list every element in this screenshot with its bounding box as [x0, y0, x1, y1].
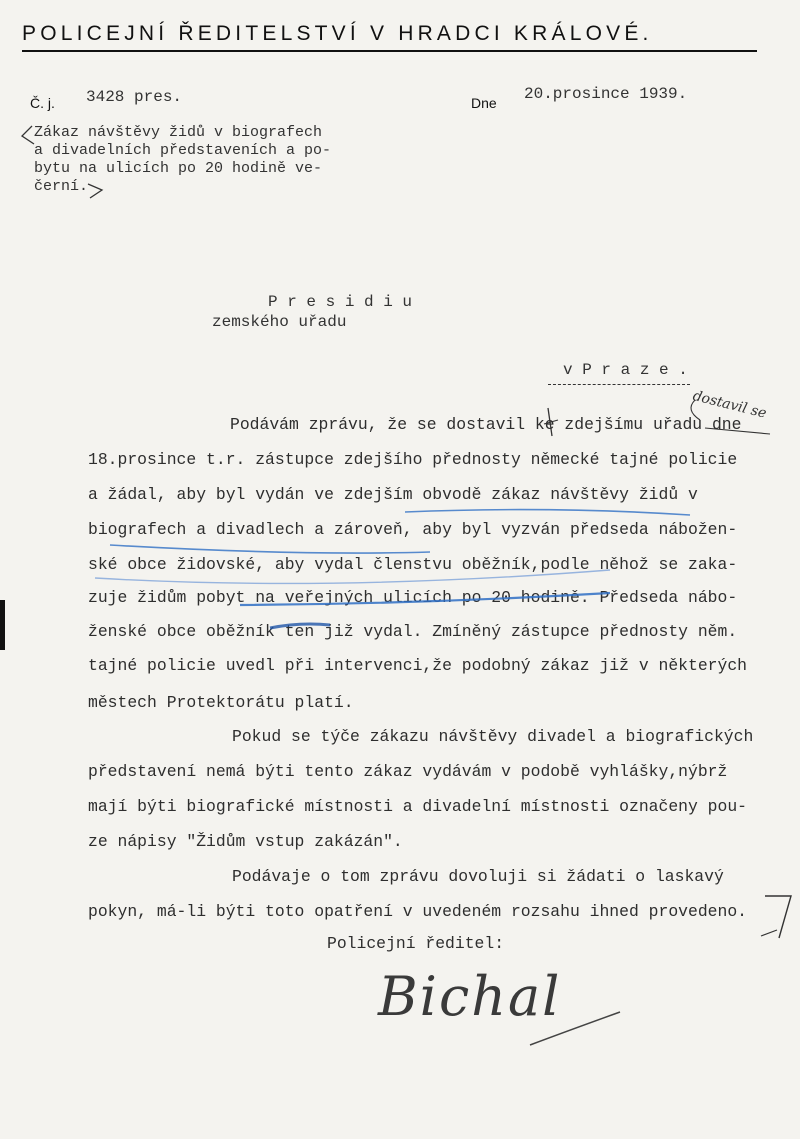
- addressee-line-1: P r e s i d i u: [268, 293, 413, 311]
- body-line: tajné policie uvedl při intervenci,že podobný zákaz již v některých: [88, 656, 748, 675]
- subject-line: bytu na ulicích po 20 hodině ve-: [34, 160, 323, 177]
- margin-note-handwritten: dostavil se: [691, 388, 769, 422]
- body-line: městech Protektorátu platí.: [88, 693, 354, 712]
- signature-stroke: [380, 950, 630, 1060]
- closing-bracket-mark: [755, 890, 800, 950]
- body-line: mají býti biografické místnosti a divadelní místnosti označeny pou-: [88, 797, 748, 816]
- body-line: 18.prosince t.r. zástupce zdejšího přednosty německé tajné policie: [88, 450, 738, 469]
- body-line: pokyn, má-li býti toto opatření v uvedeném rozsahu ihned provedeno.: [88, 902, 748, 921]
- letterhead-rule: [22, 50, 757, 52]
- edge-scan-mark: [0, 600, 5, 650]
- body-line: ské obce židovské, aby vydal členstvu oběžník,podle něhož se zaka-: [88, 555, 738, 574]
- reference-label: Č. j.: [30, 95, 55, 111]
- body-line: a žádal, aby byl vydán ve zdejším obvodě zákaz návštěvy židů v: [88, 485, 698, 504]
- body-line: Podávám zprávu, že se dostavil ke zdejšímu uřadu dne: [230, 415, 742, 434]
- signature: Bichal: [378, 965, 562, 1028]
- signatory-title: Policejní ředitel:: [327, 934, 505, 953]
- subject-line: černí.: [34, 178, 89, 195]
- date-value: 20.prosince 1939.: [524, 85, 688, 103]
- addressee-city: v P r a z e .: [563, 361, 688, 379]
- subject-line: a divadelních představeních a po-: [34, 142, 332, 159]
- addressee-line-2: zemského uřadu: [212, 313, 347, 331]
- reference-number: 3428 pres.: [86, 88, 183, 106]
- date-label: Dne: [471, 95, 497, 111]
- letterhead: POLICEJNÍ ŘEDITELSTVÍ V HRADCI KRÁLOVÉ.: [22, 22, 653, 45]
- body-line: představení nemá býti tento zákaz vydávám v podobě vyhlášky,nýbrž: [88, 762, 728, 781]
- body-line: ženské obce oběžník ten již vydal. Zmíněný zástupce přednosty něm.: [88, 622, 738, 641]
- subject-bracket-marks: [18, 122, 118, 202]
- subject-line: Zákaz návštěvy židů v biografech: [34, 124, 323, 141]
- body-line: zuje židům pobyt na veřejných ulicích po 20 hodině. Předseda nábo-: [88, 588, 738, 607]
- body-line: ze nápisy "Židům vstup zakázán".: [88, 832, 403, 851]
- body-line: Pokud se týče zákazu návštěvy divadel a biografických: [232, 727, 754, 746]
- body-line: biografech a divadlech a zároveň, aby byl vyzván předseda nábožen-: [88, 520, 738, 539]
- body-line: Podávaje o tom zprávu dovoluji si žádati o laskavý: [232, 867, 724, 886]
